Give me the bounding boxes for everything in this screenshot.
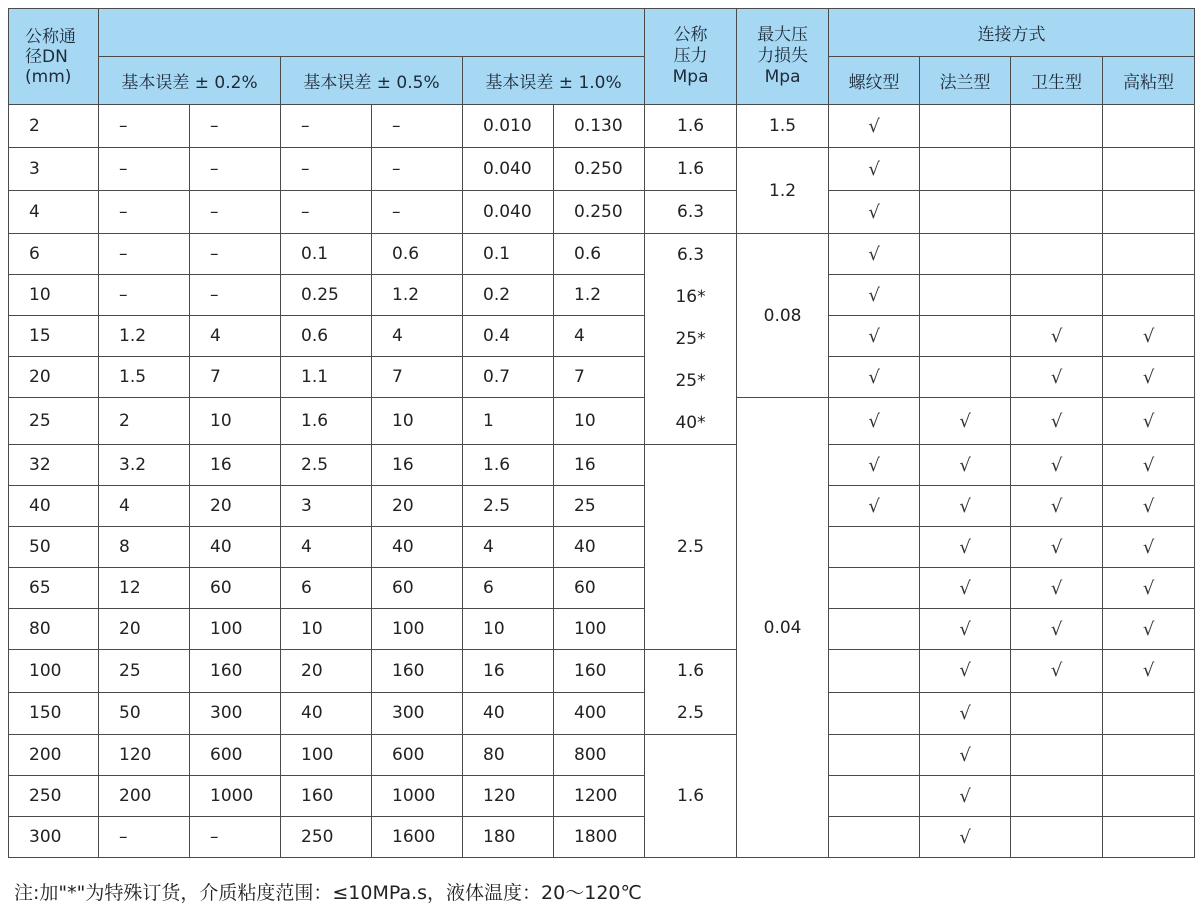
- cell-conn-sanitary: [1011, 275, 1103, 316]
- cell-conn-sanitary: √: [1011, 357, 1103, 398]
- cell-error-e10b: 1.2: [554, 275, 645, 316]
- cell-conn-high-viscosity: [1103, 776, 1195, 817]
- cell-nominal-pressure: [645, 445, 737, 650]
- cell-nominal-pressure: [645, 105, 737, 148]
- cell-error-e05a: 2.5: [281, 445, 372, 486]
- cell-conn-sanitary: √: [1011, 445, 1103, 486]
- header-line: 压力: [673, 46, 708, 66]
- header-dn: [9, 9, 99, 105]
- cell-conn-thread: √: [829, 486, 920, 527]
- cell-conn-high-viscosity: [1103, 105, 1195, 148]
- table-row: [9, 105, 1195, 148]
- cell-error-e05b: 4: [372, 316, 463, 357]
- cell-conn-flange: [920, 148, 1011, 191]
- table-row: [9, 445, 1195, 486]
- header-connection: 连接方式: [829, 9, 1195, 57]
- pressure-value: 16*: [675, 287, 706, 307]
- cell-error-e02a: –: [99, 817, 190, 858]
- cell-error-e05b: 60: [372, 568, 463, 609]
- cell-error-e02b: –: [190, 105, 281, 148]
- cell-error-e05b: 7: [372, 357, 463, 398]
- cell-error-e10b: 25: [554, 486, 645, 527]
- cell-conn-thread: √: [829, 191, 920, 234]
- cell-conn-high-viscosity: √: [1103, 398, 1195, 445]
- cell-nominal-pressure: [645, 234, 737, 445]
- cell-error-e02a: 12: [99, 568, 190, 609]
- cell-error-e05a: 20: [281, 650, 372, 693]
- cell-conn-high-viscosity: √: [1103, 357, 1195, 398]
- cell-conn-high-viscosity: √: [1103, 486, 1195, 527]
- cell-dn: 250: [9, 776, 99, 817]
- cell-conn-thread: √: [829, 234, 920, 275]
- cell-conn-sanitary: [1011, 817, 1103, 858]
- cell-conn-flange: [920, 275, 1011, 316]
- spec-table: [8, 8, 1195, 858]
- header-error-0-2: 基本误差 ± 0.2%: [99, 57, 281, 105]
- cell-conn-flange: √: [920, 398, 1011, 445]
- cell-error-e10b: 16: [554, 445, 645, 486]
- cell-error-e05a: 3: [281, 486, 372, 527]
- cell-error-e05a: –: [281, 105, 372, 148]
- cell-dn: 15: [9, 316, 99, 357]
- cell-dn: 300: [9, 817, 99, 858]
- cell-error-e02b: 160: [190, 650, 281, 693]
- cell-dn: 2: [9, 105, 99, 148]
- cell-conn-flange: [920, 357, 1011, 398]
- cell-conn-high-viscosity: [1103, 735, 1195, 776]
- cell-conn-thread: √: [829, 105, 920, 148]
- cell-conn-thread: [829, 527, 920, 568]
- cell-conn-flange: √: [920, 445, 1011, 486]
- table-row: [9, 486, 1195, 527]
- cell-error-e05b: 16: [372, 445, 463, 486]
- cell-max-pressure-loss: 1.5: [737, 105, 829, 148]
- cell-error-e10a: 40: [463, 692, 554, 735]
- pressure-value: 25*: [675, 329, 706, 349]
- cell-error-e02a: 4: [99, 486, 190, 527]
- cell-error-e02b: 10: [190, 398, 281, 445]
- cell-error-e10a: 180: [463, 817, 554, 858]
- cell-conn-flange: √: [920, 692, 1011, 735]
- cell-error-e02b: –: [190, 234, 281, 275]
- cell-error-e10b: 10: [554, 398, 645, 445]
- cell-conn-sanitary: [1011, 735, 1103, 776]
- cell-dn: 32: [9, 445, 99, 486]
- cell-error-e10a: 10: [463, 609, 554, 650]
- table-row: [9, 568, 1195, 609]
- cell-dn: 10: [9, 275, 99, 316]
- cell-error-e05b: 1600: [372, 817, 463, 858]
- cell-conn-flange: [920, 234, 1011, 275]
- cell-error-e10b: 40: [554, 527, 645, 568]
- cell-error-e02b: –: [190, 817, 281, 858]
- cell-error-e05a: 160: [281, 776, 372, 817]
- cell-conn-sanitary: [1011, 105, 1103, 148]
- pressure-value: 6.3: [677, 202, 705, 222]
- pressure-value: 1.6: [677, 786, 705, 806]
- cell-conn-flange: √: [920, 650, 1011, 693]
- cell-dn: 200: [9, 735, 99, 776]
- cell-error-e02a: 1.5: [99, 357, 190, 398]
- cell-error-e05a: 250: [281, 817, 372, 858]
- table-row: [9, 357, 1195, 398]
- cell-conn-high-viscosity: [1103, 817, 1195, 858]
- cell-conn-flange: √: [920, 735, 1011, 776]
- cell-conn-high-viscosity: √: [1103, 650, 1195, 693]
- table-row: [9, 692, 1195, 735]
- cell-nominal-pressure: [645, 735, 737, 858]
- cell-error-e02b: –: [190, 275, 281, 316]
- cell-error-e02a: 50: [99, 692, 190, 735]
- pressure-value: 1.6: [677, 116, 705, 136]
- pressure-value: 6.3: [677, 245, 705, 265]
- header-line: 力损失: [757, 46, 809, 66]
- cell-error-e02b: –: [190, 148, 281, 191]
- cell-error-e05b: 1.2: [372, 275, 463, 316]
- cell-error-e02b: 600: [190, 735, 281, 776]
- cell-conn-high-viscosity: √: [1103, 609, 1195, 650]
- cell-error-e10b: 7: [554, 357, 645, 398]
- header-nominal-pressure: [645, 9, 737, 105]
- cell-error-e05a: 0.6: [281, 316, 372, 357]
- table-row: [9, 148, 1195, 191]
- cell-error-e02b: 7: [190, 357, 281, 398]
- cell-error-e10b: 800: [554, 735, 645, 776]
- header-error-group: [99, 9, 645, 57]
- cell-error-e02b: 40: [190, 527, 281, 568]
- cell-error-e10b: 0.6: [554, 234, 645, 275]
- cell-error-e02a: 3.2: [99, 445, 190, 486]
- cell-dn: 65: [9, 568, 99, 609]
- cell-nominal-pressure: [645, 191, 737, 234]
- cell-conn-flange: [920, 316, 1011, 357]
- cell-conn-thread: √: [829, 148, 920, 191]
- cell-error-e10b: 0.130: [554, 105, 645, 148]
- cell-conn-sanitary: [1011, 776, 1103, 817]
- cell-error-e05a: –: [281, 148, 372, 191]
- cell-conn-sanitary: √: [1011, 650, 1103, 693]
- cell-dn: 100: [9, 650, 99, 693]
- cell-error-e10b: 60: [554, 568, 645, 609]
- cell-error-e10a: 0.1: [463, 234, 554, 275]
- cell-conn-thread: [829, 776, 920, 817]
- header-conn-sanitary: 卫生型: [1011, 57, 1103, 105]
- cell-error-e02a: 25: [99, 650, 190, 693]
- footnote: 注:加"*"为特殊订货，介质粘度范围：≤10MPa.s，液体温度：20～120℃: [14, 882, 642, 904]
- cell-conn-sanitary: [1011, 148, 1103, 191]
- cell-error-e10b: 100: [554, 609, 645, 650]
- cell-error-e02a: 8: [99, 527, 190, 568]
- cell-error-e10a: 0.010: [463, 105, 554, 148]
- pressure-value: 2.5: [677, 537, 705, 557]
- cell-error-e05b: 1000: [372, 776, 463, 817]
- cell-error-e10a: 120: [463, 776, 554, 817]
- cell-conn-thread: √: [829, 357, 920, 398]
- cell-conn-high-viscosity: √: [1103, 445, 1195, 486]
- cell-error-e10a: 4: [463, 527, 554, 568]
- cell-error-e05b: 20: [372, 486, 463, 527]
- cell-dn: 3: [9, 148, 99, 191]
- cell-error-e02b: 60: [190, 568, 281, 609]
- cell-error-e10b: 4: [554, 316, 645, 357]
- cell-error-e10b: 0.250: [554, 148, 645, 191]
- cell-error-e10b: 1200: [554, 776, 645, 817]
- cell-error-e10a: 0.040: [463, 191, 554, 234]
- cell-error-e10a: 16: [463, 650, 554, 693]
- cell-conn-flange: √: [920, 486, 1011, 527]
- cell-conn-high-viscosity: √: [1103, 316, 1195, 357]
- table-row: [9, 398, 1195, 445]
- table-row: [9, 275, 1195, 316]
- cell-conn-flange: [920, 191, 1011, 234]
- cell-error-e02b: 20: [190, 486, 281, 527]
- cell-conn-sanitary: √: [1011, 398, 1103, 445]
- pressure-value: 2.5: [677, 703, 705, 723]
- cell-conn-thread: √: [829, 275, 920, 316]
- table-row: [9, 527, 1195, 568]
- cell-error-e05a: 0.25: [281, 275, 372, 316]
- pressure-value: 1.6: [677, 661, 705, 681]
- cell-error-e05a: 4: [281, 527, 372, 568]
- cell-conn-thread: √: [829, 398, 920, 445]
- cell-error-e10b: 1800: [554, 817, 645, 858]
- cell-conn-high-viscosity: [1103, 275, 1195, 316]
- cell-dn: 25: [9, 398, 99, 445]
- cell-error-e05b: –: [372, 191, 463, 234]
- cell-error-e05a: 1.6: [281, 398, 372, 445]
- cell-error-e05b: 160: [372, 650, 463, 693]
- table-row: [9, 191, 1195, 234]
- cell-error-e05b: 10: [372, 398, 463, 445]
- cell-error-e10a: 2.5: [463, 486, 554, 527]
- cell-error-e10b: 400: [554, 692, 645, 735]
- cell-error-e10a: 1: [463, 398, 554, 445]
- cell-error-e02a: –: [99, 105, 190, 148]
- cell-error-e02a: –: [99, 275, 190, 316]
- cell-max-pressure-loss: 0.04: [737, 398, 829, 858]
- cell-error-e02b: 300: [190, 692, 281, 735]
- cell-conn-flange: √: [920, 609, 1011, 650]
- header-conn-thread: 螺纹型: [829, 57, 920, 105]
- header-error-0-5: 基本误差 ± 0.5%: [281, 57, 463, 105]
- cell-error-e10a: 6: [463, 568, 554, 609]
- cell-error-e05a: –: [281, 191, 372, 234]
- cell-error-e02b: 16: [190, 445, 281, 486]
- cell-conn-sanitary: [1011, 191, 1103, 234]
- header-line: 公称通: [25, 26, 76, 47]
- cell-error-e05b: 600: [372, 735, 463, 776]
- header-error-1-0: 基本误差 ± 1.0%: [463, 57, 645, 105]
- cell-nominal-pressure: [645, 650, 737, 735]
- cell-error-e02b: 100: [190, 609, 281, 650]
- cell-dn: 80: [9, 609, 99, 650]
- header-line: (mm): [25, 66, 72, 87]
- cell-conn-thread: √: [829, 445, 920, 486]
- cell-dn: 4: [9, 191, 99, 234]
- cell-dn: 6: [9, 234, 99, 275]
- cell-conn-high-viscosity: [1103, 692, 1195, 735]
- cell-dn: 150: [9, 692, 99, 735]
- cell-error-e10a: 0.040: [463, 148, 554, 191]
- cell-error-e05a: 6: [281, 568, 372, 609]
- cell-error-e05b: 40: [372, 527, 463, 568]
- cell-conn-sanitary: [1011, 234, 1103, 275]
- cell-error-e10a: 0.2: [463, 275, 554, 316]
- cell-conn-sanitary: √: [1011, 568, 1103, 609]
- cell-max-pressure-loss: 0.08: [737, 234, 829, 398]
- cell-error-e10a: 80: [463, 735, 554, 776]
- cell-conn-sanitary: √: [1011, 316, 1103, 357]
- cell-error-e05b: 300: [372, 692, 463, 735]
- table-row: [9, 735, 1195, 776]
- cell-error-e02a: 20: [99, 609, 190, 650]
- cell-error-e05b: –: [372, 148, 463, 191]
- cell-conn-sanitary: √: [1011, 486, 1103, 527]
- cell-error-e02a: 120: [99, 735, 190, 776]
- cell-conn-high-viscosity: √: [1103, 568, 1195, 609]
- header-max-pressure-loss: [737, 9, 829, 105]
- header-line: Mpa: [764, 67, 801, 87]
- header-line: 公称: [673, 25, 708, 45]
- cell-error-e10b: 0.250: [554, 191, 645, 234]
- cell-error-e05a: 0.1: [281, 234, 372, 275]
- cell-error-e10b: 160: [554, 650, 645, 693]
- cell-dn: 40: [9, 486, 99, 527]
- pressure-value: 25*: [675, 371, 706, 391]
- header-line: Mpa: [672, 67, 709, 87]
- cell-error-e02a: 2: [99, 398, 190, 445]
- cell-conn-high-viscosity: [1103, 234, 1195, 275]
- cell-error-e10a: 1.6: [463, 445, 554, 486]
- header-line: 最大压: [757, 25, 809, 45]
- cell-conn-sanitary: √: [1011, 609, 1103, 650]
- table-row: [9, 234, 1195, 275]
- cell-dn: 20: [9, 357, 99, 398]
- cell-conn-flange: √: [920, 568, 1011, 609]
- header-conn-flange: 法兰型: [920, 57, 1011, 105]
- cell-error-e02a: –: [99, 234, 190, 275]
- cell-error-e05a: 100: [281, 735, 372, 776]
- cell-error-e05a: 10: [281, 609, 372, 650]
- header-conn-high-viscosity: 高粘型: [1103, 57, 1195, 105]
- cell-conn-flange: √: [920, 527, 1011, 568]
- cell-conn-thread: [829, 568, 920, 609]
- cell-error-e02a: –: [99, 191, 190, 234]
- cell-conn-thread: [829, 650, 920, 693]
- cell-error-e02b: 4: [190, 316, 281, 357]
- cell-nominal-pressure: [645, 148, 737, 191]
- cell-conn-thread: [829, 735, 920, 776]
- cell-conn-high-viscosity: [1103, 191, 1195, 234]
- header-line: 径DN: [25, 46, 68, 67]
- cell-conn-flange: √: [920, 776, 1011, 817]
- table-row: [9, 776, 1195, 817]
- cell-error-e10a: 0.7: [463, 357, 554, 398]
- cell-error-e02b: –: [190, 191, 281, 234]
- cell-conn-flange: [920, 105, 1011, 148]
- cell-conn-thread: √: [829, 316, 920, 357]
- cell-error-e10a: 0.4: [463, 316, 554, 357]
- cell-conn-sanitary: [1011, 692, 1103, 735]
- cell-error-e05b: –: [372, 105, 463, 148]
- cell-conn-high-viscosity: √: [1103, 527, 1195, 568]
- cell-conn-thread: [829, 609, 920, 650]
- cell-error-e02a: 200: [99, 776, 190, 817]
- cell-conn-high-viscosity: [1103, 148, 1195, 191]
- cell-error-e02b: 1000: [190, 776, 281, 817]
- table-row: [9, 817, 1195, 858]
- table-row: [9, 316, 1195, 357]
- pressure-value: 40*: [675, 413, 706, 433]
- cell-error-e05a: 1.1: [281, 357, 372, 398]
- pressure-value: 1.6: [677, 159, 705, 179]
- cell-conn-sanitary: √: [1011, 527, 1103, 568]
- cell-error-e02a: –: [99, 148, 190, 191]
- cell-max-pressure-loss: 1.2: [737, 148, 829, 234]
- cell-error-e05a: 40: [281, 692, 372, 735]
- cell-error-e05b: 0.6: [372, 234, 463, 275]
- cell-conn-thread: [829, 817, 920, 858]
- table-row: [9, 650, 1195, 693]
- cell-conn-flange: √: [920, 817, 1011, 858]
- cell-error-e05b: 100: [372, 609, 463, 650]
- cell-error-e02a: 1.2: [99, 316, 190, 357]
- table-row: [9, 609, 1195, 650]
- cell-conn-thread: [829, 692, 920, 735]
- cell-dn: 50: [9, 527, 99, 568]
